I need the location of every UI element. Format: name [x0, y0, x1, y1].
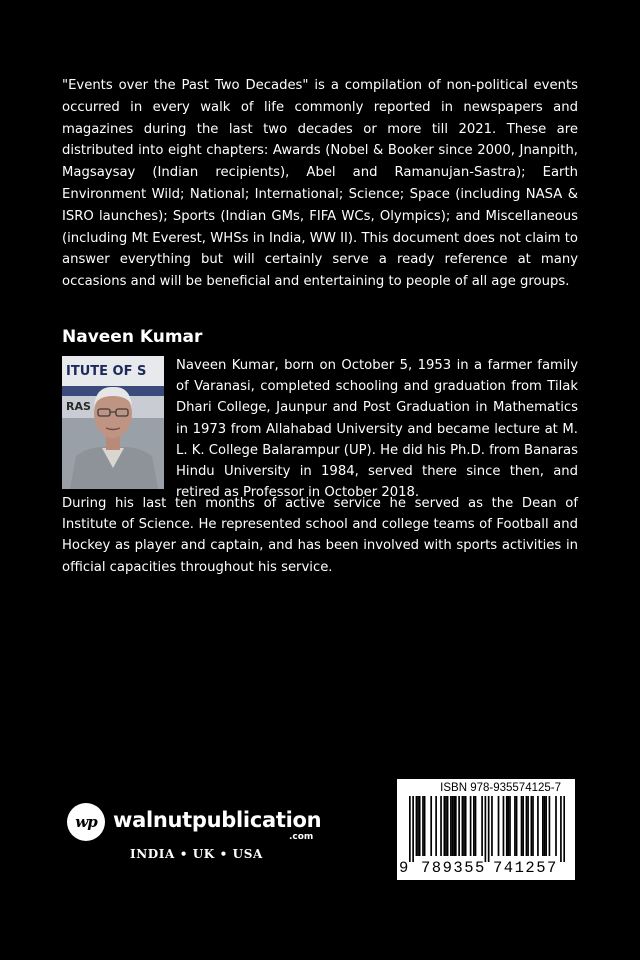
barcode-bar — [465, 796, 467, 856]
barcode-bar — [485, 796, 487, 862]
barcode-bar — [516, 796, 518, 856]
publisher-name: walnutpublication — [113, 808, 322, 832]
author-photo — [62, 356, 164, 489]
walnut-logo-icon: wp — [67, 803, 105, 841]
barcode-bar — [555, 796, 557, 856]
barcode-bar — [506, 796, 508, 856]
barcode-bar — [416, 796, 418, 856]
barcode-bar — [481, 796, 483, 856]
author-bio-part1: Naveen Kumar, born on October 5, 1953 in a farmer family of Varanasi, completed schooling and graduation from Tilak Dhari College, Jaunpur and Post Graduation in Mathematics in 1973 from Allahabad University and became lecture at M. L. K. College Balarampur (UP). He did his Ph.D. from Banaras Hindu University in 1984, served there since then, and retired as Professor in October 2018. — [176, 358, 578, 501]
barcode-bar — [475, 796, 477, 856]
barcode-bar — [445, 796, 447, 856]
barcode-bar — [542, 796, 544, 856]
isbn-label: ISBN 978-935574125-7 — [440, 782, 561, 794]
barcode-bar — [503, 796, 505, 856]
author-bio-part2: During his last ten months of active service he served as the Dean of Institute of Science. He represented school and college teams of Football and Hockey as player and captain, and has been involved with sports activities in official capacities throughout his service. — [62, 496, 578, 575]
barcode-bar — [430, 796, 432, 856]
barcode-bar — [443, 796, 445, 856]
barcode-bar — [560, 796, 562, 862]
barcode-bar — [473, 796, 475, 856]
barcode-bar — [514, 796, 516, 856]
barcode-digits-left: 789355 — [421, 859, 486, 877]
barcode-bar — [544, 796, 546, 856]
barcode-bar — [462, 796, 464, 856]
publisher-logo — [67, 803, 337, 873]
barcode-bar — [452, 796, 454, 856]
photo-banner-text: ITUTE OF S — [66, 364, 147, 379]
barcode-bar — [435, 796, 437, 856]
barcode-bar — [463, 796, 465, 856]
barcode-bar — [491, 796, 493, 856]
author-name: Naveen Kumar — [62, 327, 203, 347]
barcode-bar — [522, 796, 524, 856]
barcode-bar — [412, 796, 414, 862]
barcode-bar — [447, 796, 449, 856]
barcode-bar — [509, 796, 511, 856]
barcode-bar — [417, 796, 419, 856]
barcode-bars — [409, 796, 565, 862]
publisher-locations: INDIA • UK • USA — [130, 847, 263, 861]
barcode-bar — [521, 796, 523, 856]
barcode-bar — [424, 796, 426, 856]
publisher-domain: .com — [289, 832, 314, 842]
barcode-bar — [453, 796, 455, 856]
barcode-bar — [455, 796, 457, 856]
barcode-bar — [488, 796, 490, 862]
barcode-bar — [440, 796, 442, 856]
photo-banner-text-2: RAS — [66, 400, 91, 413]
barcode-bar — [450, 796, 452, 856]
isbn-barcode — [397, 779, 575, 880]
barcode-bar — [458, 796, 460, 856]
barcode-bar — [531, 796, 533, 856]
barcode-bar — [470, 796, 472, 856]
barcode-bar — [549, 796, 551, 856]
book-blurb: "Events over the Past Two Decades" is a compilation of non-political events occurred in every walk of life commonly reported in newspapers and magazines during the last two decades or more till 2021. These are distributed into eight chapters: Awards (Nobel & Booker since 2000, Jnanpith, Magsaysay (Indian recipients), Abel and Ramanujan-Sastra); Earth Environment Wild; National; International; Science; Space (including NASA & ISRO launches); Sports (Indian GMs, FIFA WCs, Olympics); and Miscellaneous (including Mt Everest, WHSs in India, WW II). This document does not claim to answer everything but will certainly serve a ready reference at many occasions and will be beneficial and entertaining to people of all age groups. — [62, 78, 578, 290]
author-portrait-illustration — [62, 356, 164, 489]
barcode-bar — [532, 796, 534, 856]
barcode-bar — [563, 796, 565, 862]
barcode-bar — [537, 796, 539, 856]
barcode-bar — [419, 796, 421, 856]
barcode-bar — [409, 796, 411, 862]
barcode-bar — [508, 796, 510, 856]
barcode-bar — [545, 796, 547, 856]
barcode-bar — [527, 796, 529, 856]
barcode-digit-first: 9 — [399, 859, 409, 877]
barcode-digits-right: 741257 — [493, 859, 558, 877]
barcode-bar — [498, 796, 500, 856]
barcode-bar — [422, 796, 424, 856]
barcode-bar — [526, 796, 528, 856]
